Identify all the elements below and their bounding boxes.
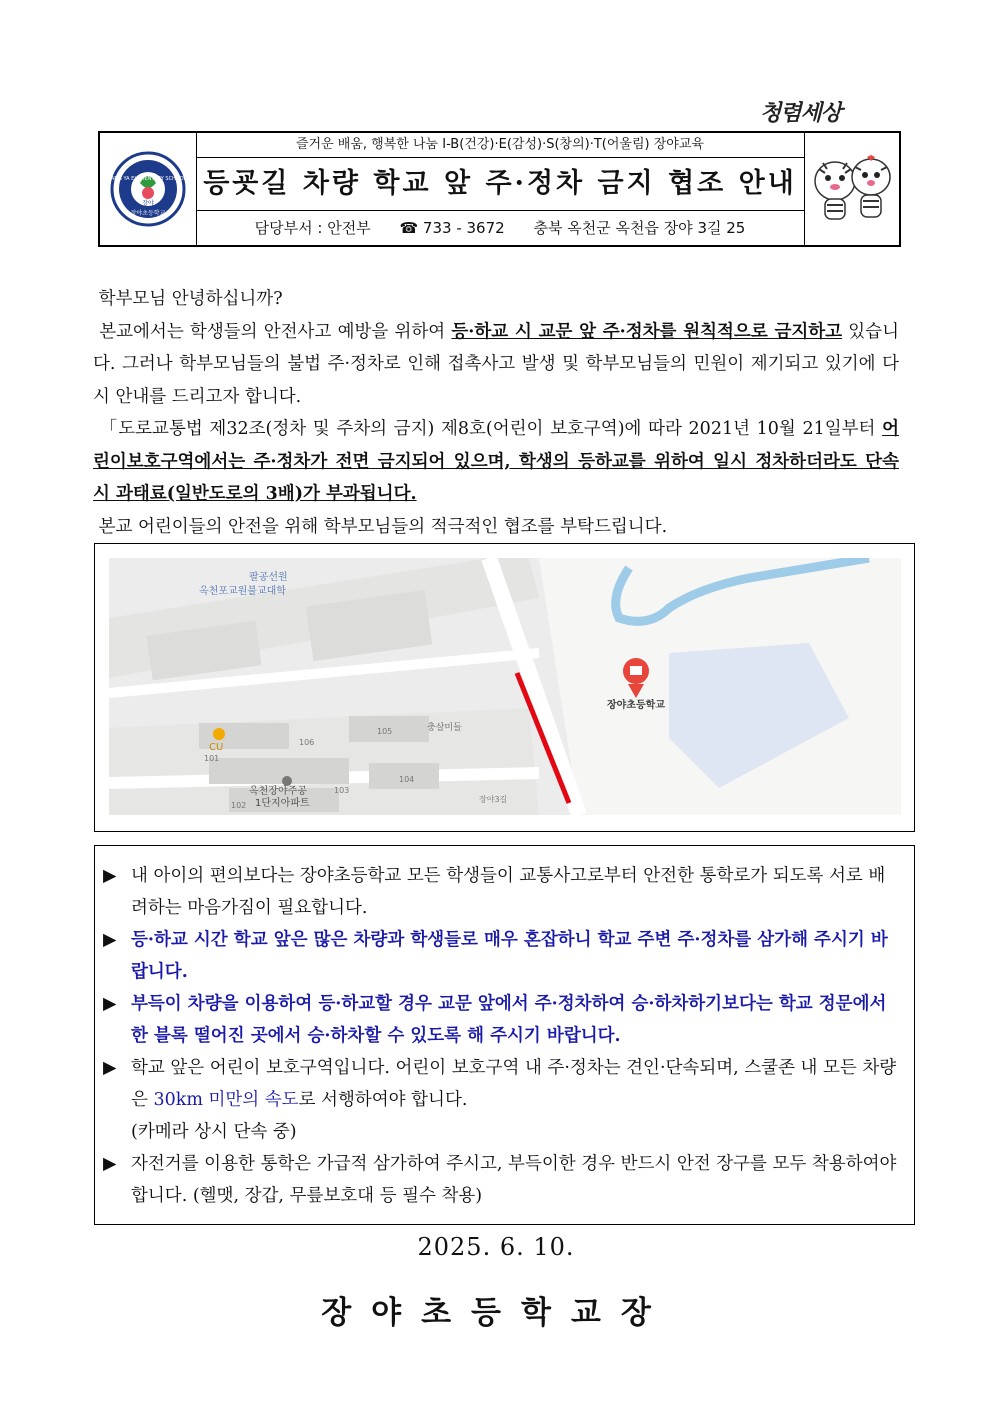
bullet-arrow-icon: ▶: [103, 1154, 117, 1174]
notice-item-4-rest: 로 서행하여야 합니다.: [298, 1090, 468, 1110]
map-label-104: 104: [399, 775, 415, 784]
notice-item-3: [103, 988, 901, 1052]
page-title: 등굣길 차량 학교 앞 주·정차 금지 협조 안내: [196, 158, 804, 211]
bullet-arrow-icon: ▶: [103, 994, 117, 1014]
paragraph-1: [93, 316, 899, 414]
greeting-text: 학부모님 안녕하십니까?: [98, 289, 283, 309]
logo-top-text: JANG YA ELEMENTARY SCHOOL: [109, 176, 187, 182]
map-label-park: 팔공선원: [249, 572, 288, 583]
notice-item-2-text: 등·하교 시간 학교 앞은 많은 차량과 학생들로 매우 혼잡하니 학교 주변 주·정차를 삼가해 주시기 바랍니다.: [131, 930, 888, 982]
logo-bottom-text: 장야초등학교: [130, 210, 166, 217]
bullet-arrow-icon: ▶: [103, 866, 117, 886]
brand-mark: [760, 92, 900, 130]
contact-info: [196, 211, 804, 245]
letter-body: [93, 283, 899, 543]
paragraph-1-text: 본교에서는 학생들의 안전사고 예방을 위하여: [99, 321, 452, 342]
notice-item-5-text: 자전거를 이용한 통학은 가급적 삼가하여 주시고, 부득이한 경우 반드시 안전 장구를 모두 착용하여야 합니다. (헬맷, 장갑, 무릎보호대 등 필수 착용): [131, 1154, 897, 1206]
notice-item-1: [103, 860, 901, 924]
map-label-106: 106: [299, 738, 315, 747]
camera-enforcement-note: (카메라 상시 단속 중): [131, 1122, 297, 1142]
map-label-apt2: 1단지아파트: [255, 798, 310, 809]
notice-item-4: [103, 1052, 901, 1148]
map-label-102: 102: [231, 801, 247, 810]
principal-signature: 장야초등학교장: [321, 1295, 671, 1331]
speed-limit-text: 30km 미만의 속도: [153, 1090, 299, 1110]
paragraph-1-rest: 있습니다. 그러나 학부모님들의 불법 주·정차로 인해 접촉사고 발생 및 학부모님들의 민원이 제기되고 있기에 다시 안내를 드리고자 합니다.: [93, 321, 899, 407]
school-logo: [100, 133, 197, 245]
mascot-illustration: [804, 133, 900, 245]
issue-date: 2025. 6. 10.: [417, 1233, 575, 1261]
school-slogan: 즐거운 배움, 행복한 나눔 I-B(건강)·E(감성)·S(창의)·T(어울림) 장야교육: [196, 133, 804, 158]
paragraph-3: [93, 511, 899, 544]
greeting: [93, 283, 899, 316]
map-label-cu: CU: [209, 742, 224, 753]
notice-item-5: [103, 1148, 901, 1212]
apartment-icon: [282, 776, 292, 786]
map-label-105: 105: [377, 727, 393, 736]
notice-item-4-text: 학교 앞은 어린이 보호구역입니다. 어린이 보호구역 내 주·정차는 견인·단속되며, 스쿨존 내 모든 차량은: [131, 1058, 897, 1110]
map-label-school: 장야초등학교: [607, 700, 665, 711]
header-center: [196, 133, 804, 245]
header-box: [98, 131, 901, 247]
notice-item-3-text: 부득이 차량을 이용하여 등·하교할 경우 교문 앞에서 주·정차하여 승·하차하기보다는 학교 정문에서 한 블록 떨어진 곳에서 승·하차할 수 있도록 해 주시기 바랍니다.: [131, 994, 887, 1046]
map-label-apt: 옥천장야주공: [249, 786, 307, 797]
paragraph-2: [93, 413, 899, 511]
phone-number: ☎ 733 - 3672: [399, 219, 505, 237]
paragraph-2-emphasis: 어린이보호구역에서는 주·정차가 전면 금지되어 있으며, 학생의 등하교를 위하여 일시 정차하더라도 단속 시 과태료(일반도로의 3배)가 부과됩니다.: [93, 419, 899, 504]
map-label-103: 103: [334, 786, 350, 795]
bullet-arrow-icon: ▶: [103, 1058, 117, 1078]
map-frame: [94, 543, 915, 832]
paragraph-1-emphasis: 등·하교 시 교문 앞 주·정차를 원칙적으로 금지하고: [451, 321, 843, 342]
brand-text: 청렴세상: [760, 101, 842, 126]
map-label-village: 충살미들: [427, 723, 462, 733]
bullet-arrow-icon: ▶: [103, 930, 117, 950]
mascot-tiger-right-icon: [852, 155, 890, 217]
school-address: 충북 옥천군 옥천읍 장야 3길 25: [533, 219, 746, 237]
map-label-road: 장야3길: [479, 795, 508, 804]
paragraph-3-text: 본교 어린이들의 안전을 위해 학부모님들의 적극적인 협조를 부탁드립니다.: [98, 516, 668, 537]
cu-store-icon: [213, 728, 225, 740]
notice-box: [94, 845, 915, 1225]
paragraph-2-text: 「도로교통법 제32조(정차 및 주차의 금지) 제8호(어린이 보호구역)에 따라 2021년 10월 21일부터: [99, 419, 883, 439]
logo-center-text: 장야: [142, 200, 154, 207]
notice-item-2: [103, 924, 901, 988]
department: 담당부서 : 안전부: [254, 219, 371, 237]
map-label-101: 101: [204, 754, 220, 763]
mascot-tiger-left-icon: [815, 162, 855, 219]
school-zone-map: [109, 558, 901, 815]
map-label-temple: 옥천포교원불교대학: [199, 586, 286, 597]
notice-item-1-text: 내 아이의 편의보다는 장야초등학교 모든 학생들이 교통사고로부터 안전한 통학로가 되도록 서로 배려하는 마음가짐이 필요합니다.: [131, 866, 886, 918]
